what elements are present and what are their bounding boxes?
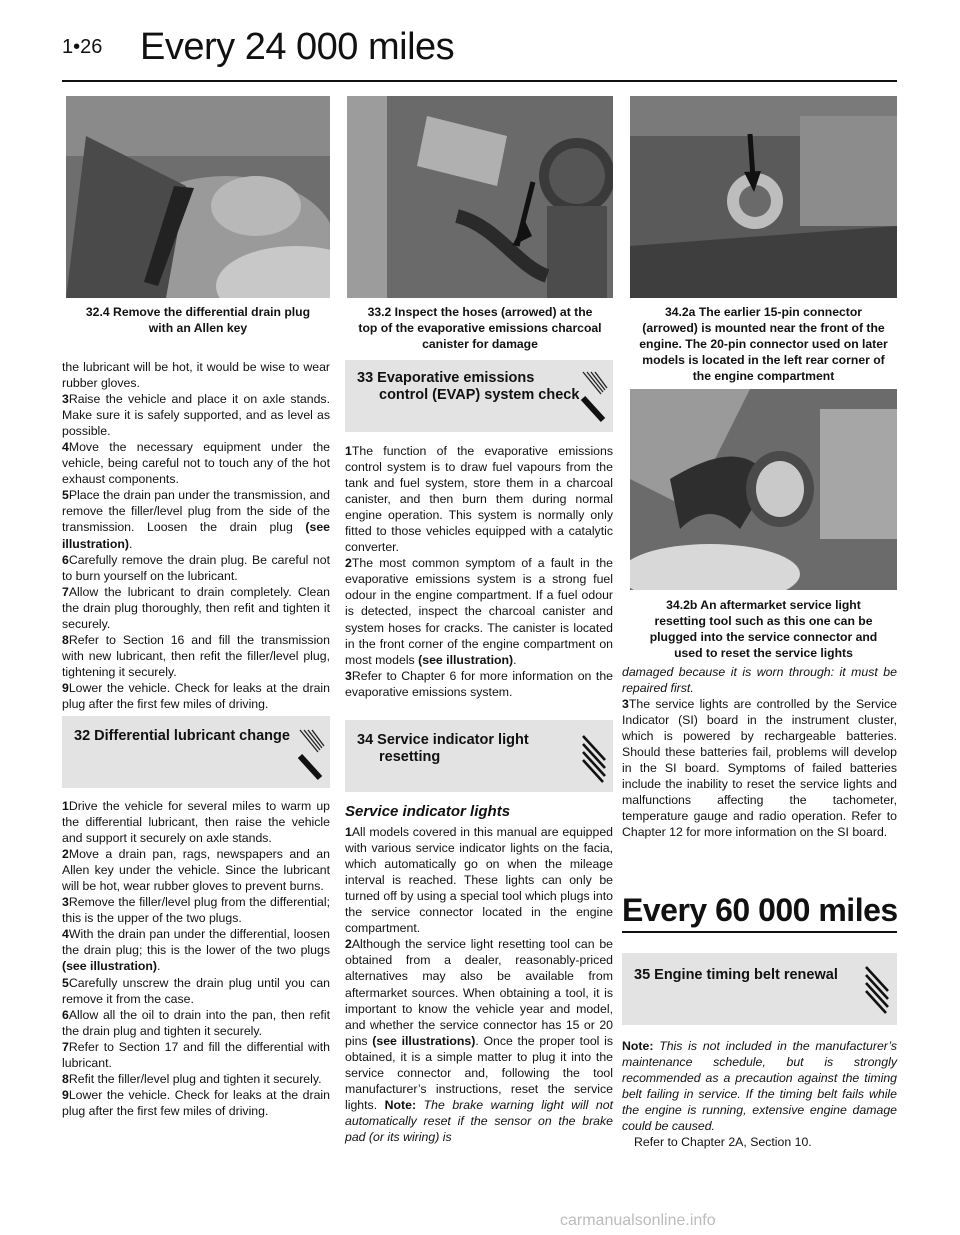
section-32-box bbox=[62, 716, 330, 788]
difficulty-wrench-icon bbox=[862, 963, 892, 1015]
caption-32-4: 32.4 Remove the differential drain plug with an Allen key bbox=[85, 305, 311, 335]
photo-34-2a bbox=[630, 96, 897, 298]
paragraph: 9Lower the vehicle. Check for leaks at the drain plug after the first few miles of driving. bbox=[62, 680, 330, 711]
difficulty-wrench-icon bbox=[294, 728, 326, 784]
paragraph: 5Carefully unscrew the drain plug until you can remove it from the case. bbox=[62, 975, 330, 1006]
difficulty-wrench-icon bbox=[577, 370, 609, 426]
column-3-upper bbox=[622, 664, 897, 841]
column-1-upper bbox=[62, 359, 330, 712]
caption-34-2b: 34.2b An aftermarket service light resetting tool such as this one can be plugged into the service connector and used to reset the service lights bbox=[649, 598, 878, 660]
paragraph: 9Lower the vehicle. Check for leaks at the drain plug after the first few miles of driving. bbox=[62, 1087, 330, 1118]
paragraph: 3Refer to Chapter 6 for more information on the evaporative emissions system. bbox=[345, 668, 613, 699]
column-1-lower bbox=[62, 798, 330, 1119]
subheading: Service indicator lights bbox=[345, 803, 511, 820]
section-heading-60000: Every 60 000 miles bbox=[622, 892, 898, 928]
paragraph: 6Carefully remove the drain plug. Be careful not to burn yourself on the lubricant. bbox=[62, 552, 330, 583]
photo-32-4 bbox=[66, 96, 330, 298]
paragraph: 2Move a drain pan, rags, newspapers and an Allen key under the vehicle. Since the lubricant will be hot, wear rubber gloves to prevent burns. bbox=[62, 847, 330, 894]
photo-33-2 bbox=[347, 96, 613, 298]
paragraph: 7Allow the lubricant to drain completely. Clean the drain plug thoroughly, then refit and tighten it securely. bbox=[62, 584, 330, 631]
watermark: carmanualsonline.info bbox=[560, 1212, 716, 1229]
paragraph: 3The service lights are controlled by the Service Indicator (SI) board in the instrument cluster, which is powered by rechargeable batteries. Should these batteries fail, problems will develop in the SI board. Symptoms of failed batteries include the inability to reset the service lights and malfunctions affecting the tachometer, temperature gauge and radio operation. Refer to Chapter 12 for more information on the SI board. bbox=[622, 697, 897, 840]
section-35-box bbox=[622, 953, 897, 1025]
paragraph: 1The function of the evaporative emissions control system is to draw fuel vapours from the tank and fuel system, store them in a charcoal canister, and then burn them during normal engine operation. This system is normally only fitted to those vehicles equipped with a catalytic converter. bbox=[345, 444, 613, 555]
column-2-upper bbox=[345, 443, 613, 700]
paragraph: 5Place the drain pan under the transmission, and remove the filler/level plug from the side of the transmission. Loosen the drain plug (see illustration). bbox=[62, 488, 331, 551]
column-2-lower bbox=[345, 804, 613, 1145]
paragraph: 4With the drain pan under the differential, loosen the drain plug; this is the lower of the two plugs (see illustration). bbox=[62, 927, 330, 974]
paragraph: 2Although the service light resetting tool can be obtained from a dealer, reasonably-priced alternatives may also be available from aftermarket sources. When obtaining a tool, it is important to know the vehicle year and model, and whether the service connector has 15 or 20 pins (see illustrations). Once the proper tool is obtained, it is a simple matter to plug it into the service connector and, following the tool manufacturer’s instructions, reset the service lights. Note: The brake warning light will not automatically reset if the sensor on the brake pad (or its wiring) is bbox=[345, 937, 613, 1144]
section-33-box bbox=[345, 360, 613, 432]
paragraph: 6Allow all the oil to drain into the pan, then refit the drain plug and tighten it securely. bbox=[62, 1007, 330, 1038]
paragraph: 1Drive the vehicle for several miles to warm up the differential lubricant, then raise the vehicle and support it securely on axle stands. bbox=[62, 799, 330, 846]
page-title: Every 24 000 miles bbox=[140, 26, 455, 68]
section-33-title: 33 Evaporative emissions control (EVAP) system check bbox=[357, 370, 580, 403]
paragraph: the lubricant will be hot, it would be wise to wear rubber gloves. bbox=[62, 360, 330, 391]
section-35-title: 35 Engine timing belt renewal bbox=[634, 967, 838, 983]
paragraph: 7Refer to Section 17 and fill the differential with lubricant. bbox=[62, 1039, 330, 1070]
paragraph: Note: This is not included in the manufacturer’s maintenance schedule, but is strongly recommended as a precaution against the timing belt failing in service. If the timing belt fails while the engine is running, extensive engine damage could be caused. bbox=[622, 1039, 897, 1134]
caption-34-2a: 34.2a The earlier 15-pin connector (arrowed) is mounted near the front of the engine. The 20-pin connector used on later models is located in the left rear corner of the engine compartment bbox=[639, 305, 888, 383]
section-32-title: 32 Differential lubricant change bbox=[74, 728, 290, 744]
paragraph: 8Refit the filler/level plug and tighten it securely. bbox=[62, 1071, 322, 1086]
page-number: 1•26 bbox=[62, 36, 103, 58]
photo-34-2b bbox=[630, 389, 897, 590]
paragraph: damaged because it is worn through: it must be repaired first. bbox=[622, 665, 897, 696]
difficulty-wrench-icon bbox=[579, 732, 609, 784]
paragraph: 3Raise the vehicle and place it on axle stands. Make sure it is safely supported, and as level as possible. bbox=[62, 392, 330, 439]
column-3-lower bbox=[622, 1038, 897, 1150]
caption-33-2: 33.2 Inspect the hoses (arrowed) at the top of the evaporative emissions charcoal canister for damage bbox=[358, 305, 602, 351]
heading-rule bbox=[622, 931, 897, 933]
paragraph: 3Remove the filler/level plug from the differential; this is the upper of the two plugs. bbox=[62, 895, 330, 926]
header-rule bbox=[62, 80, 897, 82]
paragraph: 8Refer to Section 16 and fill the transmission with new lubricant, then refit the filler/level plug, tightening it securely. bbox=[62, 632, 330, 679]
paragraph: 4Move the necessary equipment under the vehicle, being careful not to touch any of the hot exhaust components. bbox=[62, 440, 330, 487]
section-34-box bbox=[345, 720, 613, 792]
paragraph: 1All models covered in this manual are equipped with various service indicator lights on the facia, which automatically go on when the mileage interval is reached. These lights can only be turned off by using a special tool which plugs into the service connector located in the engine compartment. bbox=[345, 825, 613, 936]
section-34-title: 34 Service indicator light resetting bbox=[357, 732, 529, 765]
paragraph: Refer to Chapter 2A, Section 10. bbox=[634, 1135, 812, 1150]
paragraph: 2The most common symptom of a fault in the evaporative emissions system is a strong fuel odour in the engine compartment. If a fuel odour is detected, inspect the charcoal canister and system hoses for cracks. The canister is located in the front corner of the engine compartment on most models (see illustration). bbox=[345, 556, 613, 667]
